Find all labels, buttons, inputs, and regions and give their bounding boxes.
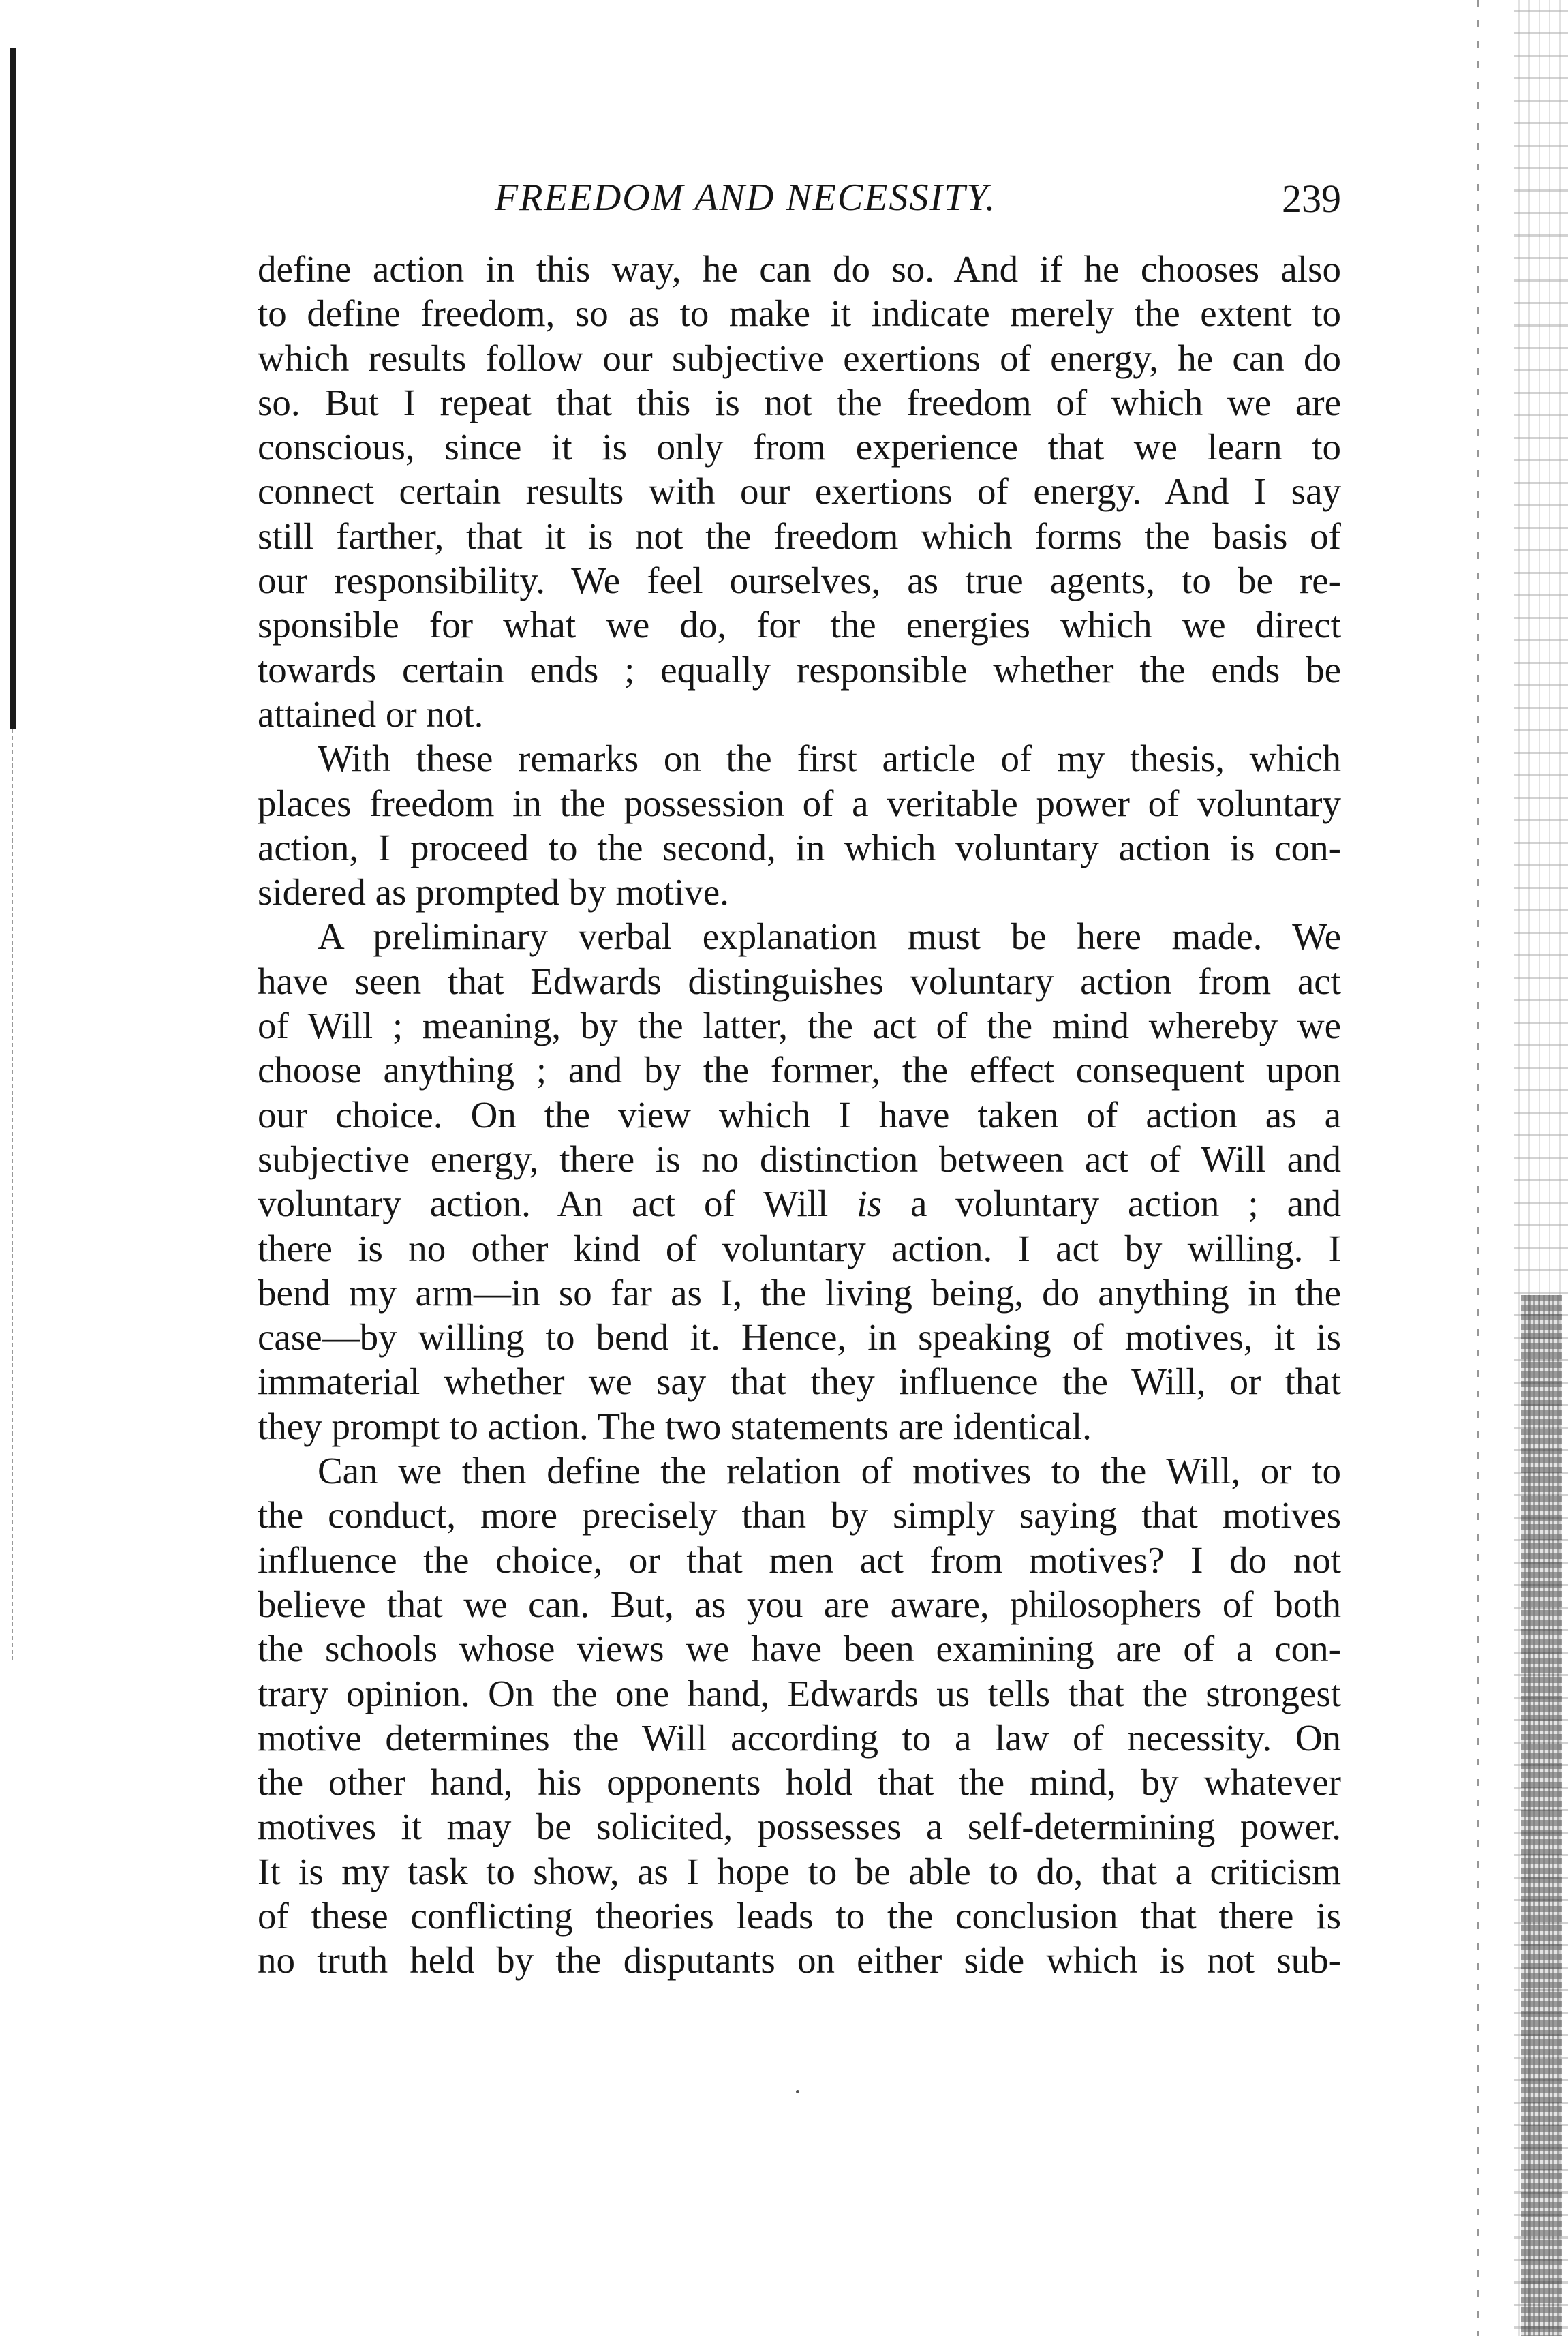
- text-line: subjective energy, there is no distinction between act of Will and: [258, 1138, 1341, 1180]
- scan-left-edge: [10, 48, 16, 729]
- page-header: [258, 176, 1341, 230]
- text-line: have seen that Edwards distinguishes voluntary action from act: [258, 960, 1341, 1002]
- text-line: the other hand, his opponents hold that the mind, by whatever: [258, 1761, 1341, 1804]
- text-line: sponsible for what we do, for the energies which we direct: [258, 604, 1341, 646]
- text-line: of Will ; meaning, by the latter, the act of the mind whereby we: [258, 1005, 1341, 1047]
- text-line: to define freedom, so as to make it indicate merely the extent to: [258, 292, 1341, 335]
- text-line: case—by willing to bend it. Hence, in speaking of motives, it is: [258, 1316, 1341, 1359]
- scan-left-edge-faint: [12, 729, 13, 1663]
- text-line: still farther, that it is not the freedom which forms the basis of: [258, 515, 1341, 557]
- text-line: trary opinion. On the one hand, Edwards us tells that the strongest: [258, 1672, 1341, 1714]
- text-line: define action in this way, he can do so. And if he chooses also: [258, 248, 1341, 290]
- text-line: our responsibility. We feel ourselves, as true agents, to be re-: [258, 560, 1341, 602]
- print-speck: [796, 2090, 799, 2093]
- paragraph-start-line: A preliminary verbal explanation must be here made. We: [318, 915, 1341, 958]
- text-line: sidered as prompted by motive.: [258, 871, 729, 913]
- text-line: the conduct, more precisely than by simply saying that motives: [258, 1494, 1341, 1536]
- text-line: believe that we can. But, as you are aware, philosophers of both: [258, 1583, 1341, 1625]
- text-line: they prompt to action. The two statements are identical.: [258, 1405, 1092, 1447]
- page-number: 239: [1282, 177, 1341, 221]
- running-head: FREEDOM AND NECESSITY.: [495, 177, 997, 219]
- text-line: the schools whose views we have been examining are of a con-: [258, 1628, 1341, 1670]
- text-segment: voluntary action. An act of Will: [258, 1183, 829, 1225]
- text-line: there is no other kind of voluntary action. I act by willing. I: [258, 1227, 1341, 1269]
- text-line: which results follow our subjective exertions of energy, he can do: [258, 337, 1341, 379]
- text-segment: a voluntary action ; and: [910, 1183, 1342, 1225]
- text-line: attained or not.: [258, 693, 484, 735]
- text-line: no truth held by the disputants on either side which is not sub-: [258, 1939, 1341, 1982]
- text-line: conscious, since it is only from experience that we learn to: [258, 426, 1341, 468]
- paragraph-start-line: With these remarks on the first article of my thesis, which: [318, 738, 1341, 780]
- scan-gutter-line: [1477, 0, 1479, 2336]
- emphasis-word: is: [857, 1183, 882, 1225]
- text-line: motive determines the Will according to a law of necessity. On: [258, 1716, 1341, 1759]
- text-line: so. But I repeat that this is not the freedom of which we are: [258, 381, 1341, 423]
- text-line: towards certain ends ; equally responsible whether the ends be: [258, 648, 1341, 691]
- text-line: action, I proceed to the second, in which voluntary action is con-: [258, 826, 1341, 868]
- scan-right-edge-noise-dense: [1521, 1295, 1562, 2336]
- text-line: our choice. On the view which I have taken of action as a: [258, 1093, 1341, 1136]
- text-line: choose anything ; and by the former, the effect consequent upon: [258, 1049, 1341, 1091]
- text-line: influence the choice, or that men act from motives? I do not: [258, 1538, 1341, 1581]
- text-line: places freedom in the possession of a veritable power of voluntary: [258, 782, 1341, 824]
- text-line: motives it may be solicited, possesses a self-determining power.: [258, 1806, 1341, 1848]
- body-text: [258, 247, 1341, 1983]
- text-line: It is my task to show, as I hope to be able to do, that a criticism: [258, 1850, 1341, 1892]
- text-line: of these conflicting theories leads to the conclusion that there is: [258, 1894, 1341, 1937]
- text-line: immaterial whether we say that they influence the Will, or that: [258, 1361, 1341, 1403]
- text-line: bend my arm—in so far as I, the living being, do anything in the: [258, 1271, 1341, 1314]
- text-line: connect certain results with our exertions of energy. And I say: [258, 470, 1341, 513]
- paragraph-start-line: Can we then define the relation of motives to the Will, or to: [318, 1450, 1341, 1492]
- text-line-with-emphasis: [258, 1181, 1341, 1226]
